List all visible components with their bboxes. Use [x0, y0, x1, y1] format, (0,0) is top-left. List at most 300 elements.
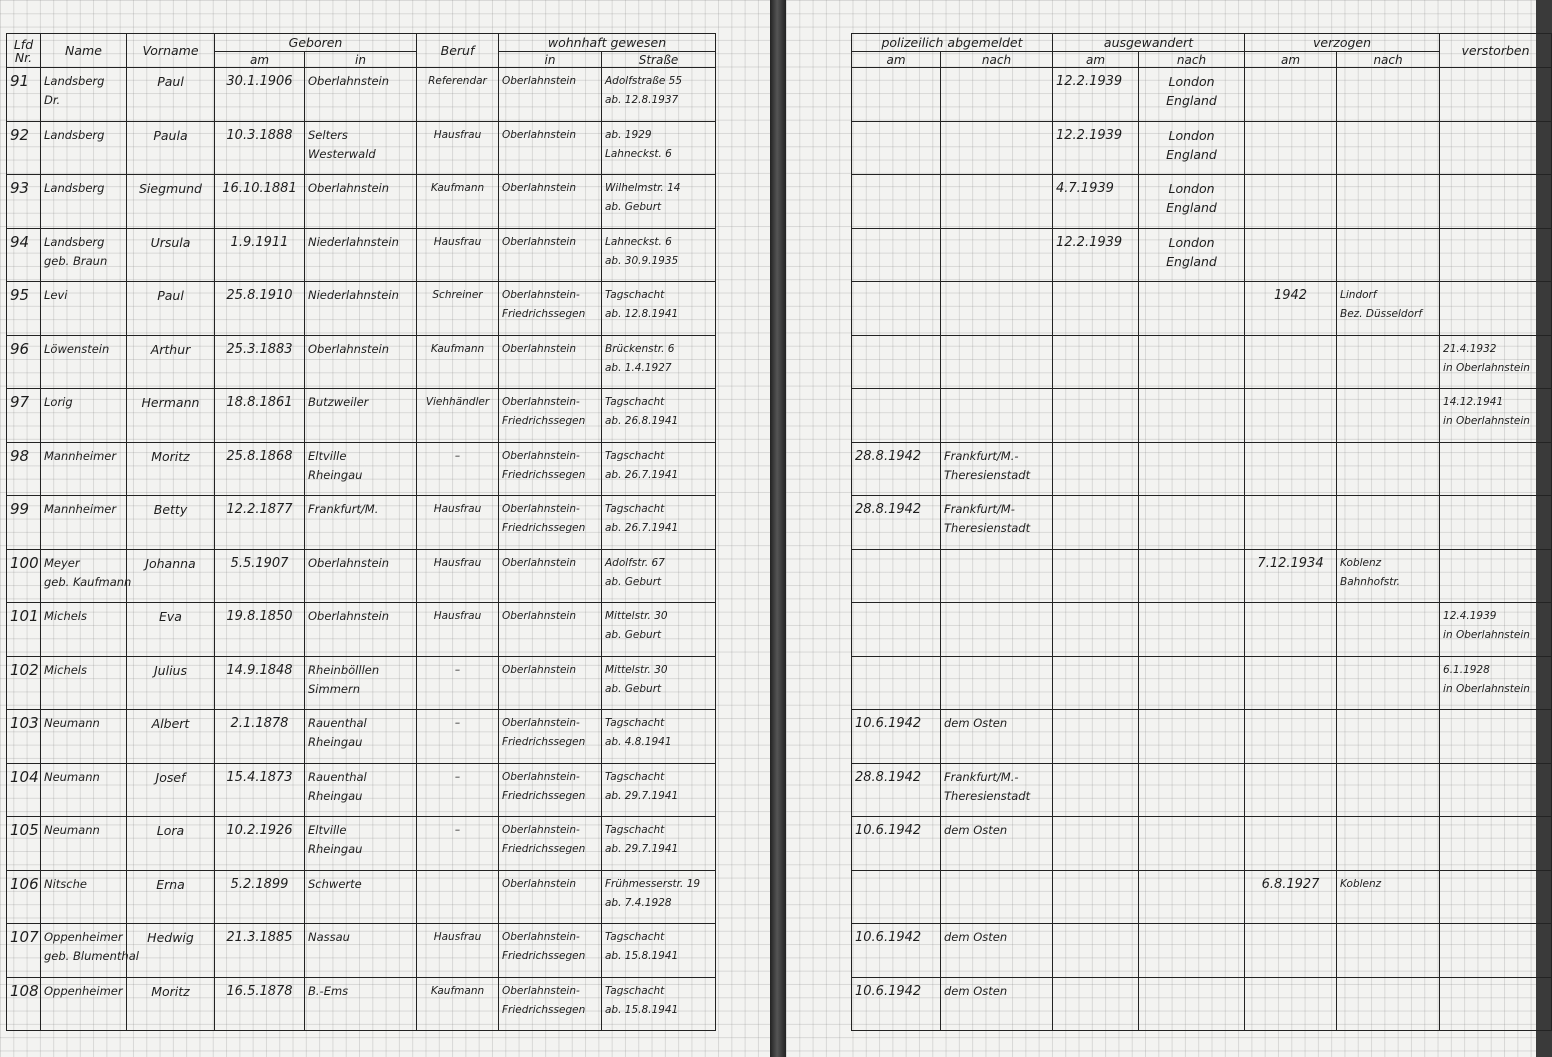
header-name: Name [41, 34, 127, 68]
cell-abgemeldet-nach [941, 977, 1053, 1031]
cell-verzogen-am [1245, 442, 1337, 496]
cell-verzogen-nach [1337, 924, 1440, 978]
cell-verzogen-nach [1337, 763, 1440, 817]
cell-ausgewandert-am [1053, 603, 1139, 657]
cell-verstorben [1440, 656, 1552, 710]
cell-beruf: Hausfrau [417, 603, 499, 657]
cell-verzogen-am [1245, 389, 1337, 443]
cell-abgemeldet-am [852, 603, 941, 657]
cell-strasse [602, 442, 716, 496]
cell-name-line: Neumann [44, 769, 100, 784]
cell-abgemeldet-nach-line: Frankfurt/M- [944, 502, 1015, 516]
cell-name [41, 763, 127, 817]
cell-name-line: geb. Blumenthal [44, 949, 139, 963]
cell-lfd-nr: 104 [7, 763, 41, 817]
cell-vorname: Betty [127, 496, 215, 550]
cell-verzogen-nach [1337, 817, 1440, 871]
cell-verstorben-line: in Oberlahnstein [1443, 361, 1530, 374]
cell-wohnhaft-in-line: Oberlahnstein- [502, 717, 580, 729]
cell-ausgewandert-nach [1139, 924, 1245, 978]
cell-beruf: – [417, 656, 499, 710]
cell-verstorben-line: 21.4.1932 [1443, 342, 1497, 355]
cell-wohnhaft-in-line: Oberlahnstein- [502, 931, 580, 943]
cell-ausgewandert-am-line: 12.2.1939 [1056, 234, 1123, 250]
cell-verzogen-am [1245, 763, 1337, 817]
cell-name-line: Landsberg [44, 234, 105, 249]
header-wohnhaft-in: in [499, 52, 602, 68]
register-row [7, 175, 716, 229]
cell-lfd-nr: 106 [7, 870, 41, 924]
cell-wohnhaft-in-line: Oberlahnstein- [502, 770, 580, 783]
cell-ausgewandert-am [1053, 710, 1139, 764]
cell-strasse-line: Tagschacht [605, 396, 665, 408]
cell-ausgewandert-nach-line: London [1168, 234, 1215, 250]
cell-ausgewandert-nach [1139, 656, 1245, 710]
cell-ausgewandert-am [1053, 68, 1139, 122]
cell-abgemeldet-am [852, 228, 941, 282]
cell-ausgewandert-am [1053, 442, 1139, 496]
cell-ausgewandert-nach-line: England [1166, 93, 1217, 108]
cell-ausgewandert-nach [1139, 710, 1245, 764]
cell-strasse [602, 282, 716, 336]
cell-wohnhaft-in-line: Oberlahnstein [502, 556, 576, 569]
cell-abgemeldet-nach [941, 763, 1053, 817]
cell-strasse-line: ab. 4.8.1941 [605, 736, 672, 748]
cell-beruf: Kaufmann [417, 335, 499, 389]
cell-ausgewandert-am [1053, 656, 1139, 710]
cell-name-line: Nitsche [44, 876, 87, 891]
cell-vorname: Hedwig [127, 924, 215, 978]
cell-strasse-line: Adolfstraße 55 [605, 75, 682, 87]
cell-verstorben [1440, 442, 1552, 496]
cell-name-line: geb. Braun [44, 253, 108, 268]
cell-name-line: Landsberg [44, 181, 105, 195]
cell-verzogen-am-line: 7.12.1934 [1257, 555, 1324, 571]
register-row [7, 549, 716, 603]
cell-beruf [417, 870, 499, 924]
cell-geboren-in-line: Simmern [308, 681, 360, 696]
cell-wohnhaft-in-line: Oberlahnstein- [502, 449, 580, 462]
register-row-continued [852, 817, 1552, 871]
cell-ausgewandert-nach-line: London [1168, 181, 1215, 196]
cell-abgemeldet-am-line: 10.6.1942 [855, 823, 922, 838]
cell-verzogen-am [1245, 817, 1337, 871]
left-table-header [7, 34, 716, 68]
cell-verstorben-line: 6.1.1928 [1443, 663, 1490, 676]
cell-strasse [602, 496, 716, 550]
register-row [7, 389, 716, 443]
cell-geboren-am: 21.3.1885 [215, 924, 305, 978]
cell-geboren-in-line: Rheingau [308, 842, 363, 856]
register-row [7, 924, 716, 978]
cell-strasse-line: ab. 30.9.1935 [605, 254, 679, 267]
cell-verzogen-nach [1337, 656, 1440, 710]
cell-name [41, 924, 139, 978]
cell-abgemeldet-nach [941, 121, 1053, 175]
right-table-header [852, 34, 1552, 68]
cell-wohnhaft-in [499, 656, 602, 710]
cell-verstorben [1440, 603, 1552, 657]
cell-name [41, 175, 127, 229]
cell-wohnhaft-in-line: Oberlahnstein- [502, 824, 580, 836]
cell-abgemeldet-nach-line: Theresienstadt [944, 521, 1031, 535]
cell-verzogen-am [1245, 870, 1337, 924]
register-row [7, 817, 716, 871]
cell-verstorben [1440, 977, 1552, 1031]
cell-name-line: Landsberg [44, 74, 105, 88]
cell-geboren-in-line: Niederlahnstein [308, 234, 399, 249]
cell-geboren-am: 14.9.1848 [215, 656, 305, 710]
cell-geboren-in [305, 121, 417, 175]
cell-geboren-in [305, 175, 417, 229]
header-wohnhaft: wohnhaft gewesen [499, 34, 716, 52]
cell-strasse [602, 121, 716, 175]
cell-verstorben [1440, 228, 1552, 282]
cell-strasse-line: Adolfstr. 67 [605, 556, 665, 569]
cell-geboren-in-line: Rheinbölllen [308, 662, 380, 677]
cell-name [41, 710, 127, 764]
cell-verzogen-nach [1337, 977, 1440, 1031]
cell-verstorben [1440, 924, 1552, 978]
cell-abgemeldet-nach [941, 710, 1053, 764]
cell-geboren-in [305, 924, 417, 978]
register-row-continued [852, 656, 1552, 710]
cell-lfd-nr: 92 [7, 121, 41, 175]
cell-name [41, 228, 127, 282]
cell-geboren-in-line: B.-Ems [308, 983, 349, 998]
cell-geboren-in-line: Niederlahnstein [308, 288, 399, 302]
register-row-continued [852, 282, 1552, 336]
cell-geboren-am: 12.2.1877 [215, 496, 305, 550]
cell-abgemeldet-am [852, 870, 941, 924]
cell-beruf: Schreiner [417, 282, 499, 336]
cell-abgemeldet-am [852, 924, 941, 978]
cell-wohnhaft-in-line: Friedrichssegen [502, 950, 586, 962]
cell-strasse [602, 924, 716, 978]
cell-name-line: geb. Kaufmann [44, 574, 132, 589]
cell-geboren-in-line: Rauenthal [308, 769, 367, 784]
cell-ausgewandert-nach [1139, 335, 1245, 389]
cell-beruf: Hausfrau [417, 121, 499, 175]
header-beruf: Beruf [417, 34, 499, 68]
cell-name-line: Oppenheimer [44, 930, 123, 944]
cell-wohnhaft-in-line: Oberlahnstein [502, 128, 576, 141]
cell-strasse [602, 870, 716, 924]
register-row-continued [852, 924, 1552, 978]
cell-lfd-nr: 101 [7, 603, 41, 657]
cell-strasse-line: Mittelstr. 30 [605, 610, 668, 622]
cell-ausgewandert-am [1053, 282, 1139, 336]
cell-abgemeldet-nach-line: Frankfurt/M.- [944, 769, 1019, 784]
cell-geboren-in-line: Westerwald [308, 146, 376, 161]
header-abgemeldet-nach: nach [941, 52, 1053, 68]
header-geboren-am: am [215, 52, 305, 68]
register-row [7, 228, 716, 282]
cell-strasse-line: ab. 15.8.1941 [605, 950, 679, 962]
cell-verzogen-am [1245, 603, 1337, 657]
cell-geboren-am: 30.1.1906 [215, 68, 305, 122]
cell-wohnhaft-in [499, 763, 602, 817]
register-row [7, 656, 716, 710]
cell-name-line: Oppenheimer [44, 983, 123, 998]
cell-verstorben-line: in Oberlahnstein [1443, 629, 1530, 641]
cell-name-line: Landsberg [44, 127, 105, 142]
cell-vorname: Arthur [127, 335, 215, 389]
cell-name-line: Michels [44, 662, 87, 677]
cell-ausgewandert-am [1053, 121, 1139, 175]
register-row-continued [852, 68, 1552, 122]
cell-strasse-line: Wilhelmstr. 14 [605, 182, 681, 194]
cell-name-line: Neumann [44, 716, 100, 730]
cell-verzogen-nach [1337, 121, 1440, 175]
cell-geboren-in [305, 228, 417, 282]
cell-ausgewandert-am [1053, 335, 1139, 389]
cell-wohnhaft-in-line: Oberlahnstein [502, 877, 576, 890]
cell-lfd-nr: 107 [7, 924, 41, 978]
cell-geboren-am: 16.5.1878 [215, 977, 305, 1031]
cell-name-line: Michels [44, 609, 87, 623]
cell-wohnhaft-in-line: Oberlahnstein [502, 182, 576, 194]
header-ausgewandert: ausgewandert [1053, 34, 1245, 52]
cell-geboren-am: 15.4.1873 [215, 763, 305, 817]
cell-strasse-line: ab. 15.8.1941 [605, 1003, 679, 1016]
cell-wohnhaft-in [499, 870, 602, 924]
cell-verstorben [1440, 282, 1552, 336]
register-row-continued [852, 977, 1552, 1031]
cell-wohnhaft-in [499, 603, 602, 657]
cell-verzogen-nach-line: Koblenz [1340, 556, 1382, 569]
cell-ausgewandert-am-line: 12.2.1939 [1056, 74, 1123, 89]
cell-name-line: Dr. [44, 93, 61, 107]
cell-abgemeldet-nach [941, 603, 1053, 657]
register-row [7, 335, 716, 389]
cell-verzogen-nach [1337, 442, 1440, 496]
cell-strasse [602, 389, 716, 443]
register-row [7, 68, 716, 122]
cell-name [41, 817, 127, 871]
cell-vorname: Hermann [127, 389, 215, 443]
cell-strasse-line: ab. Geburt [605, 682, 662, 695]
cell-verzogen-nach [1337, 549, 1440, 603]
cell-geboren-am: 10.2.1926 [215, 817, 305, 871]
cell-abgemeldet-nach-line: dem Osten [944, 823, 1008, 837]
cell-verzogen-am [1245, 68, 1337, 122]
cell-beruf: Hausfrau [417, 924, 499, 978]
cell-beruf: Hausfrau [417, 228, 499, 282]
cell-abgemeldet-am [852, 68, 941, 122]
cell-abgemeldet-nach-line: Theresienstadt [944, 467, 1031, 482]
cell-geboren-in [305, 68, 417, 122]
cell-strasse [602, 549, 716, 603]
register-row-continued [852, 121, 1552, 175]
cell-lfd-nr: 103 [7, 710, 41, 764]
cell-strasse-line: ab. 26.7.1941 [605, 468, 679, 481]
cell-abgemeldet-nach [941, 228, 1053, 282]
cell-wohnhaft-in-line: Oberlahnstein- [502, 289, 580, 301]
cell-verzogen-am [1245, 175, 1337, 229]
cell-ausgewandert-am [1053, 817, 1139, 871]
cell-verzogen-am [1245, 656, 1337, 710]
cell-lfd-nr: 93 [7, 175, 41, 229]
cell-lfd-nr: 94 [7, 228, 41, 282]
cell-geboren-am: 2.1.1878 [215, 710, 305, 764]
cell-strasse-line: ab. 29.7.1941 [605, 789, 679, 802]
cell-ausgewandert-nach [1139, 389, 1245, 443]
cell-strasse-line: Tagschacht [605, 931, 665, 943]
cell-strasse-line: Tagschacht [605, 449, 665, 462]
cell-strasse [602, 335, 716, 389]
cell-wohnhaft-in-line: Friedrichssegen [502, 415, 586, 427]
cell-verzogen-am [1245, 496, 1337, 550]
cell-geboren-am: 18.8.1861 [215, 389, 305, 443]
cell-verzogen-nach [1337, 389, 1440, 443]
cell-ausgewandert-nach [1139, 603, 1245, 657]
cell-wohnhaft-in-line: Oberlahnstein [502, 235, 576, 248]
cell-wohnhaft-in-line: Oberlahnstein- [502, 503, 580, 515]
header-abgemeldet: polizeilich abgemeldet [852, 34, 1053, 52]
cell-geboren-am: 5.5.1907 [215, 549, 305, 603]
cell-verstorben [1440, 763, 1552, 817]
cell-abgemeldet-nach [941, 68, 1053, 122]
cell-abgemeldet-am-line: 10.6.1942 [855, 930, 922, 945]
cell-lfd-nr: 105 [7, 817, 41, 871]
cell-wohnhaft-in [499, 228, 602, 282]
cell-abgemeldet-nach [941, 656, 1053, 710]
cell-verzogen-am [1245, 977, 1337, 1031]
cell-geboren-in-line: Nassau [308, 930, 350, 944]
cell-strasse-line: ab. 12.8.1941 [605, 308, 679, 320]
cell-ausgewandert-am-line: 12.2.1939 [1056, 127, 1123, 143]
cell-strasse-line: Brückenstr. 6 [605, 342, 675, 355]
cell-abgemeldet-am [852, 549, 941, 603]
cell-abgemeldet-nach-line: dem Osten [944, 716, 1008, 730]
cell-wohnhaft-in [499, 121, 602, 175]
cell-vorname: Ursula [127, 228, 215, 282]
cell-geboren-in [305, 603, 417, 657]
cell-verzogen-nach [1337, 335, 1440, 389]
cell-ausgewandert-am [1053, 228, 1139, 282]
cell-verzogen-am [1245, 335, 1337, 389]
register-row-continued [852, 389, 1552, 443]
cell-abgemeldet-nach [941, 549, 1053, 603]
cell-ausgewandert-nach [1139, 496, 1245, 550]
cell-beruf: Hausfrau [417, 496, 499, 550]
cell-abgemeldet-am [852, 817, 941, 871]
cell-vorname: Paul [127, 68, 215, 122]
cell-abgemeldet-nach [941, 442, 1053, 496]
cell-wohnhaft-in [499, 710, 602, 764]
cell-ausgewandert-nach-line: England [1166, 253, 1217, 269]
cell-verzogen-nach-line: Koblenz [1340, 877, 1382, 890]
cell-strasse [602, 817, 716, 871]
cell-vorname: Paula [127, 121, 215, 175]
cell-verstorben-line: 12.4.1939 [1443, 610, 1497, 622]
cell-name [41, 656, 127, 710]
cell-lfd-nr: 108 [7, 977, 41, 1031]
cell-wohnhaft-in-line: Friedrichssegen [502, 468, 586, 481]
cell-strasse [602, 68, 716, 122]
cell-name-line: Löwenstein [44, 341, 110, 356]
cell-verstorben [1440, 870, 1552, 924]
register-row [7, 603, 716, 657]
cell-abgemeldet-am [852, 763, 941, 817]
cell-abgemeldet-nach [941, 496, 1053, 550]
cell-wohnhaft-in-line: Oberlahnstein- [502, 396, 580, 408]
cell-verzogen-nach [1337, 228, 1440, 282]
cell-name-line: Levi [44, 288, 68, 302]
cell-vorname: Julius [127, 656, 215, 710]
cell-ausgewandert-am [1053, 496, 1139, 550]
cell-strasse-line: ab. Geburt [605, 575, 662, 588]
cell-geboren-in-line: Frankfurt/M. [308, 502, 379, 516]
cell-geboren-in-line: Rheingau [308, 788, 363, 803]
cell-geboren-am: 16.10.1881 [215, 175, 305, 229]
register-row-continued [852, 496, 1552, 550]
cell-lfd-nr: 96 [7, 335, 41, 389]
cell-beruf: – [417, 763, 499, 817]
cell-abgemeldet-am [852, 496, 941, 550]
cell-wohnhaft-in-line: Friedrichssegen [502, 736, 586, 748]
cell-wohnhaft-in-line: Oberlahnstein [502, 75, 576, 87]
cell-vorname: Erna [127, 870, 215, 924]
cell-name-line: Meyer [44, 555, 80, 570]
book-gutter [770, 0, 786, 1057]
cell-geboren-in [305, 549, 417, 603]
cell-abgemeldet-am-line: 28.8.1942 [855, 502, 922, 517]
cell-geboren-in [305, 335, 417, 389]
cell-abgemeldet-am [852, 442, 941, 496]
cell-ausgewandert-am [1053, 175, 1139, 229]
cell-name [41, 870, 127, 924]
cell-name [41, 121, 127, 175]
cell-ausgewandert-nach [1139, 175, 1245, 229]
cell-ausgewandert-am [1053, 549, 1139, 603]
cell-wohnhaft-in [499, 175, 602, 229]
cell-name [41, 603, 127, 657]
header-lfd-nr: Lfd Nr. [7, 34, 41, 68]
cell-geboren-in [305, 389, 417, 443]
cell-wohnhaft-in [499, 282, 602, 336]
cell-name-line: Mannheimer [44, 502, 117, 516]
cell-strasse [602, 603, 716, 657]
cell-strasse-line: ab. 7.4.1928 [605, 896, 672, 909]
cell-verzogen-am-line: 1942 [1273, 288, 1308, 303]
left-register-table [6, 33, 716, 1031]
cell-strasse-line: Lahneckst. 6 [605, 147, 672, 160]
cell-abgemeldet-nach [941, 335, 1053, 389]
cell-wohnhaft-in [499, 496, 602, 550]
cell-ausgewandert-am [1053, 389, 1139, 443]
cell-beruf: – [417, 710, 499, 764]
cell-geboren-in-line: Rheingau [308, 467, 363, 482]
cell-strasse [602, 175, 716, 229]
cell-verzogen-nach-line: Bahnhofstr. [1340, 575, 1401, 588]
register-row [7, 496, 716, 550]
register-row-continued [852, 549, 1552, 603]
cell-strasse-line: ab. 26.7.1941 [605, 522, 679, 534]
cell-abgemeldet-am [852, 710, 941, 764]
register-row-continued [852, 228, 1552, 282]
cell-name [41, 496, 127, 550]
header-ausgewandert-am: am [1053, 52, 1139, 68]
cell-name [41, 335, 127, 389]
cell-strasse [602, 228, 716, 282]
cell-verstorben [1440, 817, 1552, 871]
cell-geboren-in-line: Oberlahnstein [308, 181, 390, 195]
cell-verzogen-am [1245, 121, 1337, 175]
header-geboren: Geboren [215, 34, 417, 52]
cell-strasse [602, 977, 716, 1031]
